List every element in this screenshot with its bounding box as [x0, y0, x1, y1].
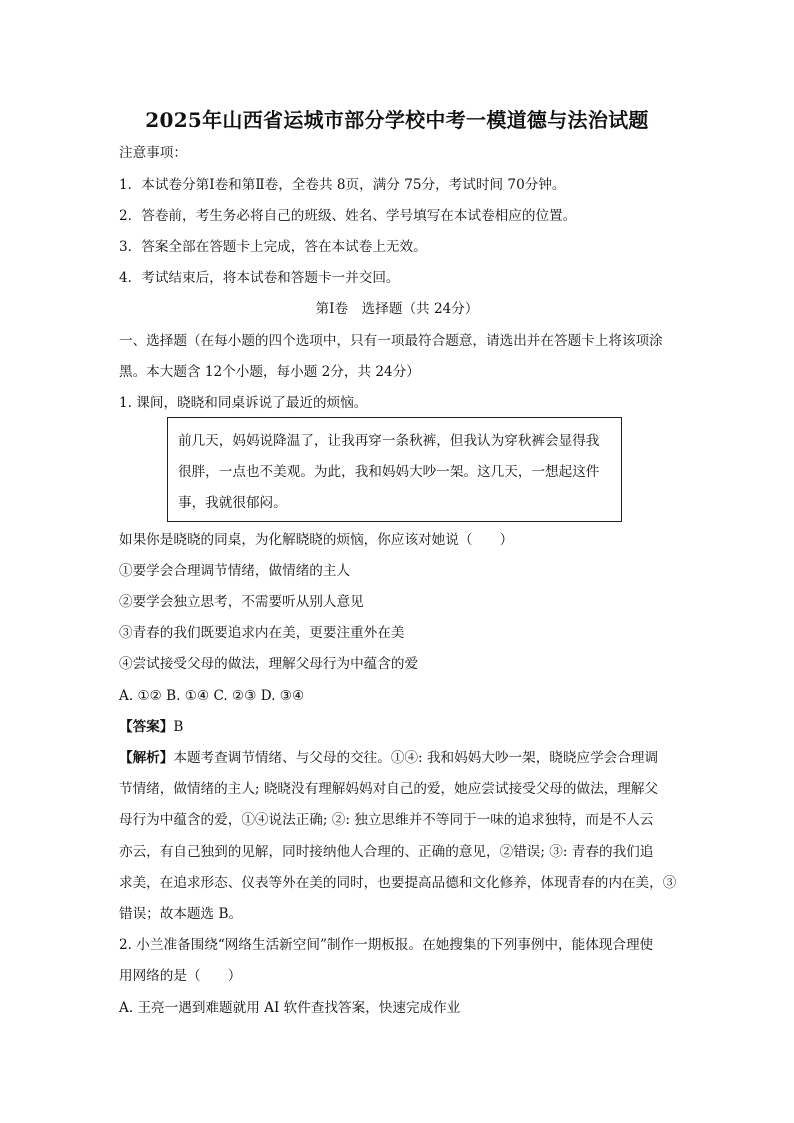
quote-box: [167, 417, 622, 522]
statement-item: ②要学会独立思考，不需要听从别人意见: [119, 594, 364, 610]
question-2-stem: 2. 小兰准备围绕“网络生活新空间”制作一期板报。在她搜集的下列事例中，能体现合理使: [119, 937, 654, 953]
question-2-option-a: A. 王亮一遇到难题就用 AI 软件查找答案，快速完成作业: [119, 1000, 461, 1016]
notice-item: 4．考试结束后，将本试卷和答题卡一并交回。: [119, 270, 400, 286]
statement-item: ④尝试接受父母的做法，理解父母行为中蕴含的爱: [119, 656, 419, 672]
analysis-text: 本题考查调节情绪、与父母的交往。①④: 我和妈妈大吵一架，晓晓应学会合理调: [173, 750, 659, 766]
part-intro-line: 一、选择题（在每小题的四个选项中，只有一项最符合题意，请选出并在答题卡上将该项涂: [119, 333, 663, 349]
answer-value: B: [173, 719, 184, 735]
notice-item: 2．答卷前，考生务必将自己的班级、姓名、学号填写在本试卷相应的位置。: [119, 208, 577, 224]
answer-label: 【答案】: [119, 719, 174, 735]
notice-item: 1．本试卷分第Ⅰ卷和第Ⅱ卷，全卷共 8页，满分 75分，考试时间 70分钟。: [119, 177, 566, 193]
analysis-text: 求美，在追求形态、仪表等外在美的同时，也要提高品德和文化修养，体现青春的内在美，③: [119, 875, 677, 891]
question-1-stem: 1. 课间，晓晓和同桌诉说了最近的烦恼。: [119, 395, 368, 411]
quote-line: 前几天，妈妈说降温了，让我再穿一条秋裤，但我认为穿秋裤会显得我: [178, 433, 600, 449]
notice-heading: 注意事项：: [119, 145, 187, 161]
analysis-text: 亦云，有自己独到的见解，同时接纳他人合理的、正确的意见，②错误; ③: 青春的我们追: [119, 844, 654, 860]
part-intro-line: 黑。本大题含 12个小题，每小题 2分，共 24分）: [119, 364, 420, 380]
analysis-label: 【解析】: [119, 750, 174, 766]
question-1-prompt: 如果你是晓晓的同桌，为化解晓晓的烦恼，你应该对她说（ ）: [119, 532, 514, 548]
quote-line: 事，我就很郁闷。: [178, 495, 287, 511]
question-2-stem: 用网络的是（ ）: [119, 968, 242, 984]
analysis-text: 母行为中蕴含的爱，①④说法正确; ②: 独立思维并不等同于一味的追求独特，而是不人云: [119, 812, 654, 828]
analysis-text: 节情绪，做情绪的主人; 晓晓没有理解妈妈对自己的爱，她应尝试接受父母的做法，理解父: [119, 781, 659, 797]
notice-item: 3．答案全部在答题卡上完成，答在本试卷上无效。: [119, 239, 427, 255]
analysis-text: 错误；故本题选 B。: [119, 906, 243, 922]
statement-item: ③青春的我们既要追求内在美，更要注重外在美: [119, 625, 405, 641]
analysis-line: [119, 748, 658, 768]
quote-line: 很胖，一点也不美观。为此，我和妈妈大吵一架。这几天，一想起这件: [178, 464, 600, 480]
answer-options: A. ①② B. ①④ C. ②③ D. ③④: [119, 688, 305, 704]
section-title: 第Ⅰ卷 选择题（共 24分）: [315, 301, 479, 317]
answer-line: [119, 717, 183, 737]
page-title: 2025年山西省运城市部分学校中考一模道德与法治试题: [145, 108, 649, 132]
statement-item: ①要学会合理调节情绪，做情绪的主人: [119, 563, 351, 579]
